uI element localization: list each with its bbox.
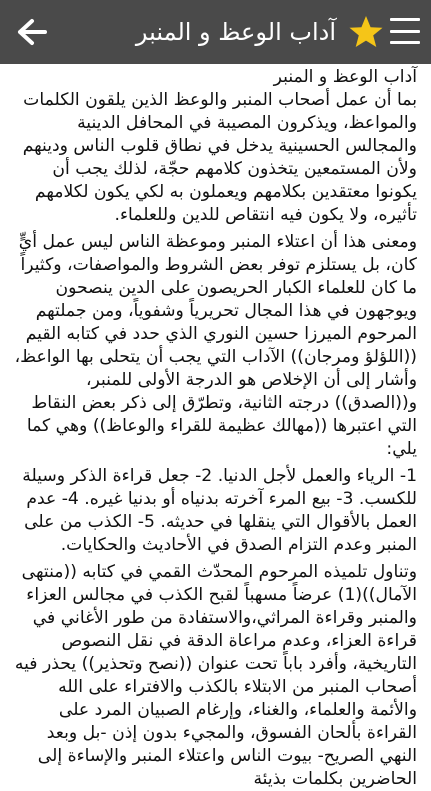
article-paragraph: وتناول تلميذه المرحوم المحدّث القمي في كتابه ((منتهى الآمال))(1) عرضاً مسهباً لقبح الكذب في مجالس العزاء والمنبر وقراءة المراثي،والاستفادة من طور الأغاني في قراءة العزاء، وعدم مراعاة الدقة في نقل النصوص التاريخية، وأفرد باباً تحت عنوان ((نصح وتحذير)) يحذر فيه أصحاب المنبر من الابتلاء بالكذب والافتراء على الله والأئمة والعلماء، والغناء، وإرغام الصبيان المرد على القراءة بألحان الفسوق، والمجيء بدون إذن -بل وبعد النهي الصريح- بيوت الناس واعتلاء المنبر والإساءة إلى الحاضرين بكلمات بذيئة [14,562,417,789]
hamburger-menu-icon-line [390,41,420,44]
favorite-button[interactable] [348,14,384,50]
article-body[interactable] [0,64,431,789]
hamburger-menu-icon-line [390,30,420,33]
arrow-left-icon [16,16,48,48]
article-paragraph: ومعنى هذا أن اعتلاء المنبر وموعظة الناس ليس عمل أيٍّ كان، بل يستلزم توفر بعض الشروط والمواصفات، وكثيراً ما كان للعلماء الكبار الحريصون على الدين ينصحون ويوجهون في هذا المجال تحريرياً وشفوياً، ومن جملتهم المرحوم الميرزا حسين النوري الذي حدد في كتابه القيم ((اللؤلؤ ومرجان)) الآداب التي يجب أن يتحلى بها الواعظ، وأشار إلى أن الإخلاص هو الدرجة الأولى للمنبر، و((الصدق)) درجته الثانية، وتطرّق إلى ذكر بعض النقاط التي اعتبرها ((مهالك عظيمة للقراء والوعاظ)) وهي كما يلي: [14,232,417,459]
star-icon [348,14,384,50]
back-button[interactable] [16,16,48,48]
article-paragraph: 1- الرياء والعمل لأجل الدنيا. 2- جعل قراءة الذكر وسيلة للكسب. 3- بيع المرء آخرته بدنياه أو بدنيا غيره. 4- عدم العمل بالأقوال التي ينقلها في حديثه. 5- الكذب من على المنبر وعدم التزام الصدق في الأحاديث والحكايات. [22,466,417,555]
hamburger-menu-icon-line [390,18,420,21]
page-title: آداب الوعظ و المنبر [135,18,336,46]
app-toolbar [0,0,431,64]
menu-button[interactable] [390,16,420,46]
article-paragraph: بما أن عمل أصحاب المنبر والوعظ الذين يلقون الكلمات والمواعظ، ويذكرون المصيبة في المحافل الدينية والمجالس الحسينية يدخل في نطاق قلوب الناس ودينهم ولأن المستمعين يتخذون كلامهم حجّة، لذلك يجب أن يكونوا معتقدين بكلامهم ويعملون به لكي يكون لكلامهم تأثيره، ولا يكون فيه انتقاص للدين وللعلماء. [22,90,417,225]
article-heading: آداب الوعظ و المنبر [273,67,417,87]
